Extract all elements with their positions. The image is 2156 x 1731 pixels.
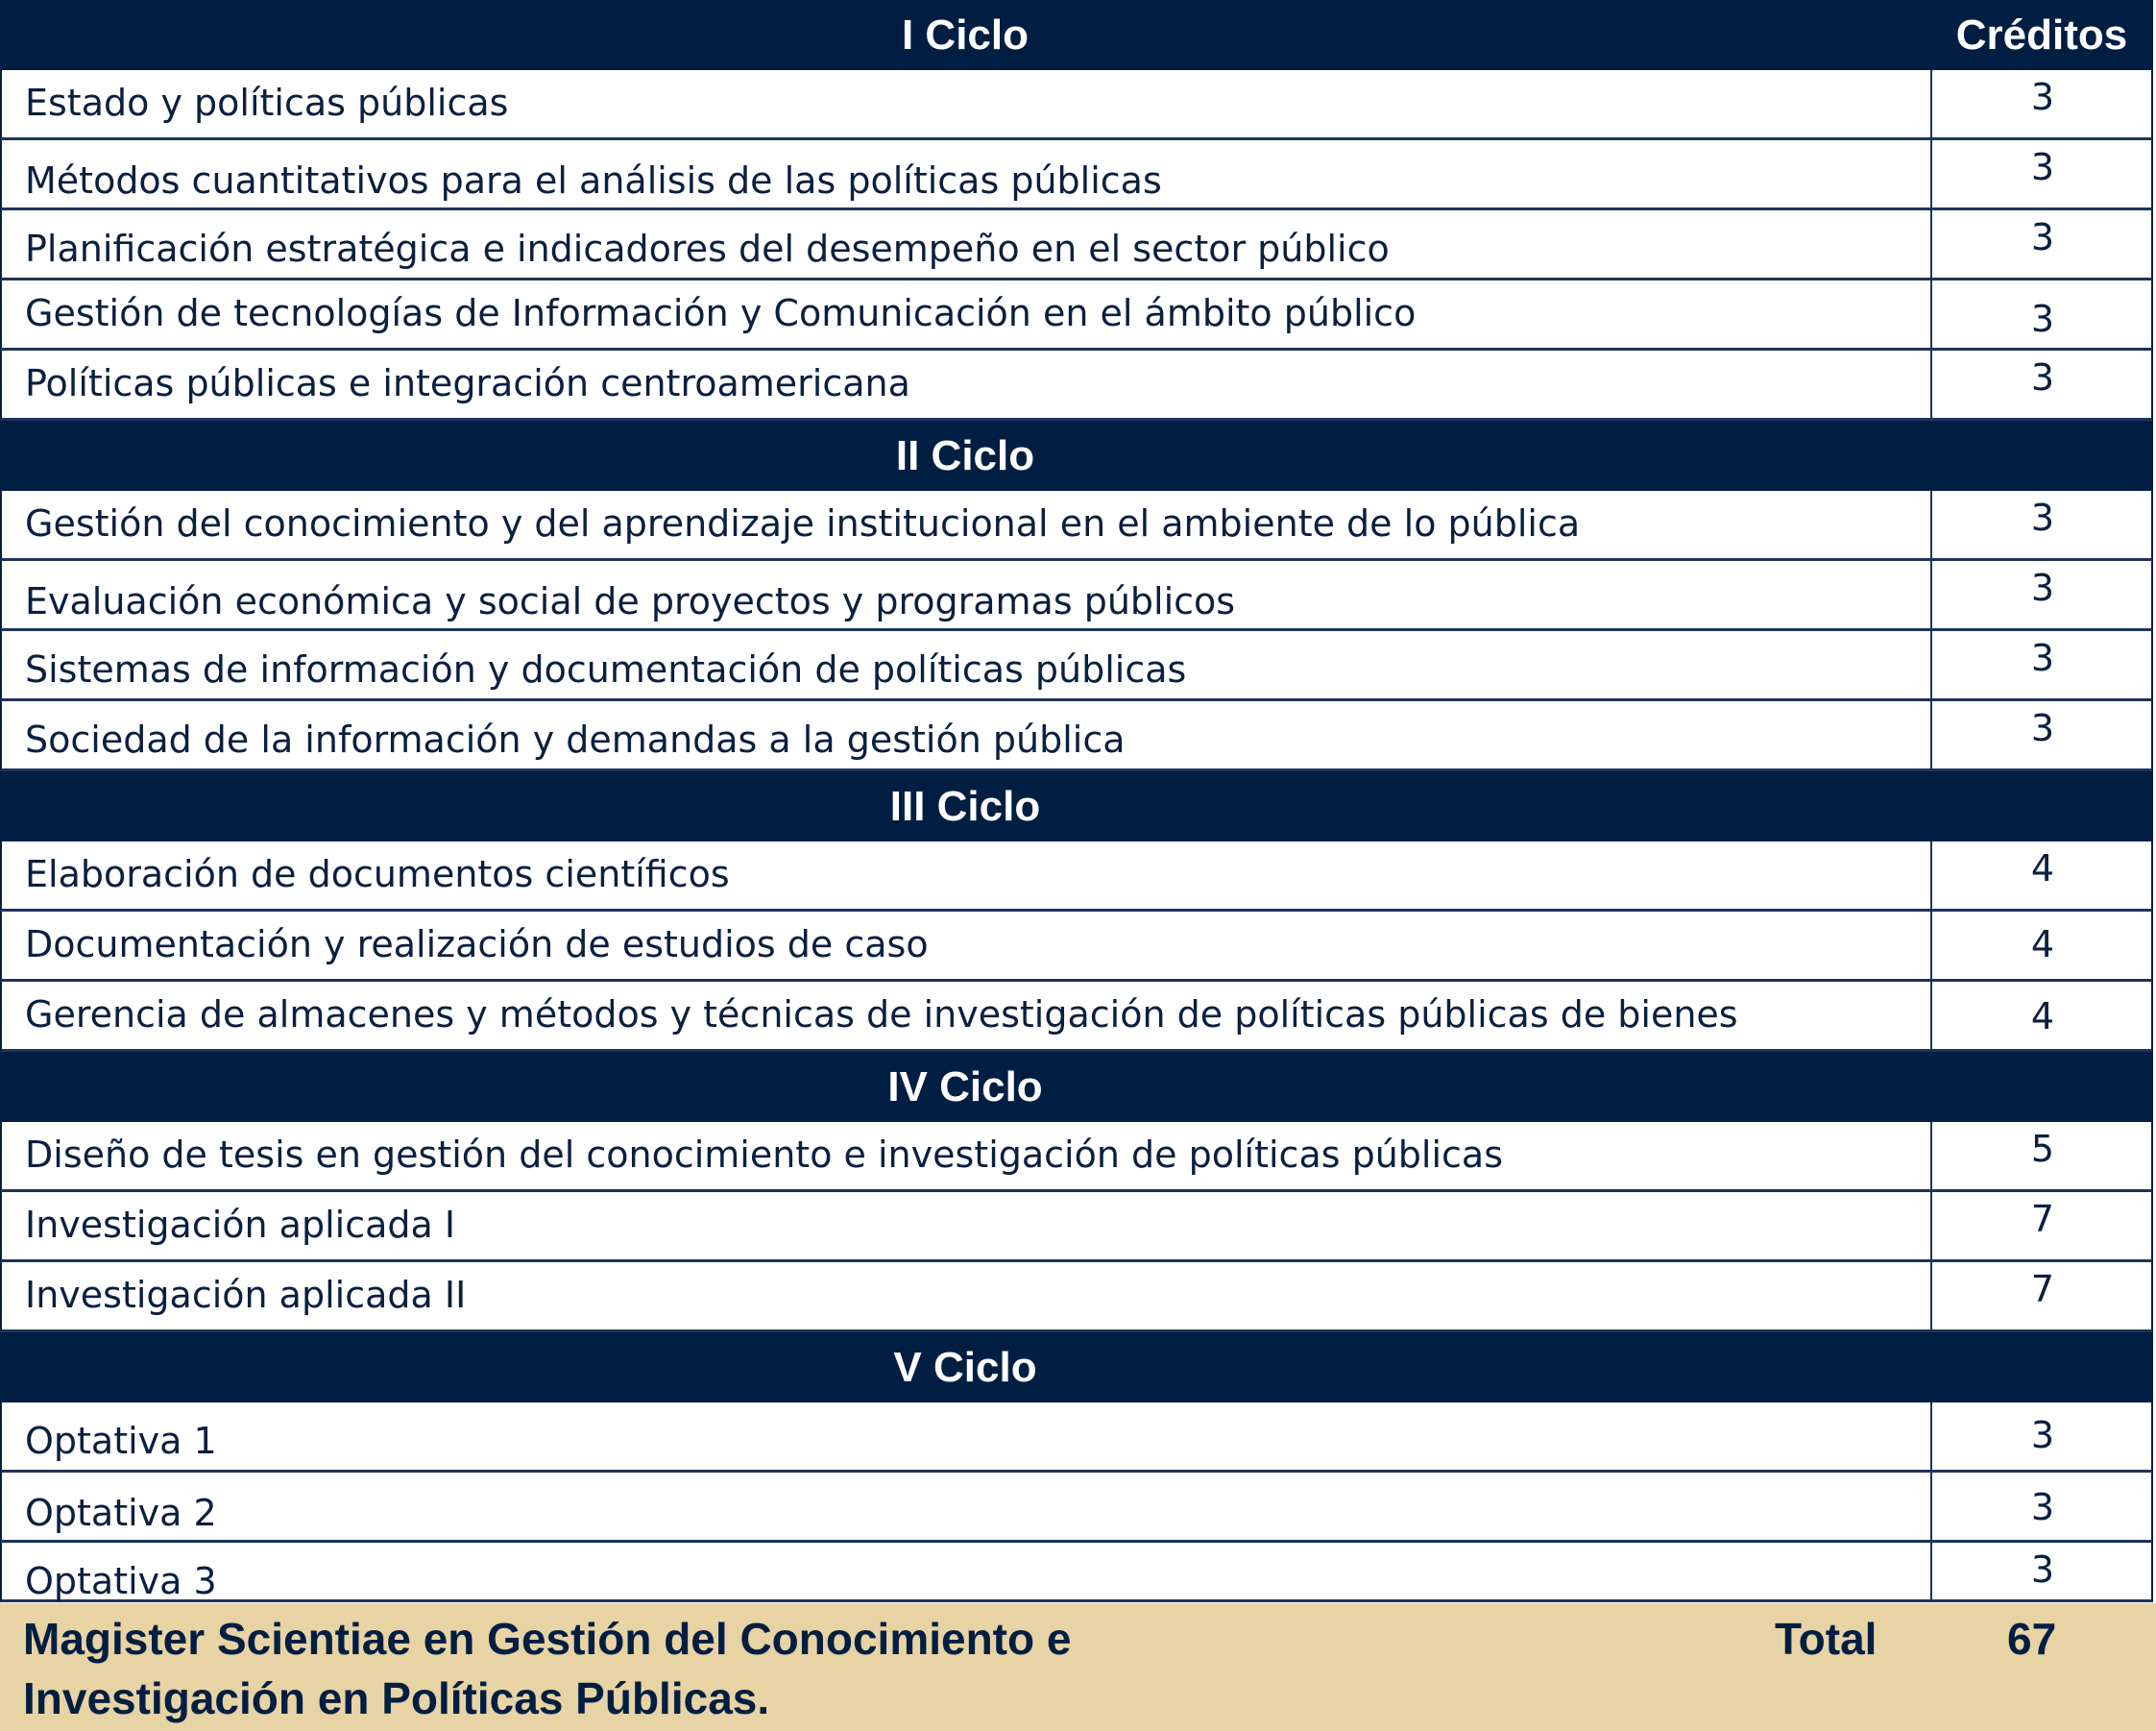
course-credits: 3 — [2030, 298, 2055, 340]
course-row — [0, 631, 2153, 701]
course-credits: 7 — [2030, 1268, 2055, 1310]
course-name: Optativa 2 — [25, 1492, 217, 1534]
course-name: Sociedad de la información y demandas a la gestión pública — [25, 719, 1126, 761]
course-row — [0, 1122, 2153, 1192]
course-name: Métodos cuantitativos para el análisis de las políticas públicas — [25, 159, 1162, 202]
course-row — [0, 1543, 2153, 1602]
course-row — [0, 1402, 2153, 1473]
course-name: Planificación estratégica e indicadores del desempeño en el sector público — [25, 228, 1390, 270]
course-name: Investigación aplicada I — [25, 1204, 456, 1246]
course-credits: 7 — [2030, 1198, 2055, 1240]
program-summary-footer — [0, 1603, 2156, 1731]
course-name: Sistemas de información y documentación de políticas públicas — [25, 648, 1187, 691]
course-credits: 3 — [2030, 146, 2055, 188]
course-row — [0, 351, 2153, 421]
course-name: Gerencia de almacenes y métodos y técnicas de investigación de políticas públicas de bienes — [25, 993, 1738, 1036]
total-label: Total — [1775, 1614, 1877, 1664]
degree-name — [23, 1609, 1071, 1728]
total-credits-value: 67 — [2007, 1614, 2057, 1664]
cycle-header-5 — [0, 1332, 2153, 1402]
course-name: Evaluación económica y social de proyectos y programas públicos — [25, 580, 1236, 622]
course-name: Elaboración de documentos científicos — [25, 853, 730, 895]
course-credits: 4 — [2030, 923, 2055, 965]
course-credits: 4 — [2030, 847, 2055, 890]
course-row — [0, 841, 2153, 912]
course-name: Diseño de tesis en gestión del conocimiento e investigación de políticas públicas — [25, 1134, 1504, 1176]
cycle-title: V Ciclo — [893, 1344, 1037, 1391]
course-row — [0, 561, 2153, 631]
course-name: Documentación y realización de estudios de caso — [25, 923, 929, 965]
course-credits: 4 — [2030, 995, 2055, 1037]
course-row — [0, 70, 2153, 140]
cycle-header-1 — [0, 0, 2153, 70]
course-credits: 3 — [2030, 637, 2055, 679]
cycle-header-4 — [0, 1052, 2153, 1122]
course-row — [0, 491, 2153, 561]
course-row — [0, 1262, 2153, 1332]
course-row — [0, 1192, 2153, 1262]
cycle-header-3 — [0, 771, 2153, 841]
course-name: Gestión de tecnologías de Información y Comunicación en el ámbito público — [25, 292, 1417, 334]
course-name: Investigación aplicada II — [25, 1274, 467, 1316]
course-row — [0, 912, 2153, 982]
cycle-title: III Ciclo — [889, 783, 1041, 830]
course-name: Políticas públicas e integración centroamericana — [25, 362, 910, 404]
course-row — [0, 982, 2153, 1052]
cycle-header-2 — [0, 421, 2153, 491]
course-credits: 5 — [2030, 1128, 2055, 1170]
course-row — [0, 701, 2153, 771]
course-credits: 3 — [2030, 497, 2055, 539]
course-credits: 3 — [2030, 707, 2055, 749]
degree-name-line-2: Investigación en Políticas Públicas. — [23, 1673, 770, 1723]
cycle-title: II Ciclo — [895, 432, 1035, 479]
course-credits: 3 — [2030, 567, 2055, 609]
course-credits: 3 — [2030, 1486, 2055, 1528]
credits-column-header: Créditos — [1955, 12, 2128, 59]
course-credits: 3 — [2030, 216, 2055, 258]
course-credits: 3 — [2030, 356, 2055, 399]
cycle-title: IV Ciclo — [887, 1063, 1043, 1110]
course-row — [0, 280, 2153, 351]
course-credits: 3 — [2030, 76, 2055, 118]
course-row — [0, 1473, 2153, 1543]
course-name: Estado y políticas públicas — [25, 82, 509, 124]
course-credits: 3 — [2030, 1414, 2055, 1456]
course-name: Gestión del conocimiento y del aprendizaje institucional en el ambiente de lo pública — [25, 502, 1581, 545]
course-row — [0, 210, 2153, 280]
course-credits: 3 — [2030, 1548, 2055, 1591]
course-row — [0, 140, 2153, 210]
course-name: Optativa 1 — [25, 1420, 217, 1462]
degree-name-line-1: Magister Scientiae en Gestión del Conocimiento e — [23, 1614, 1072, 1664]
cycle-title: I Ciclo — [901, 12, 1030, 59]
course-name: Optativa 3 — [25, 1560, 217, 1602]
